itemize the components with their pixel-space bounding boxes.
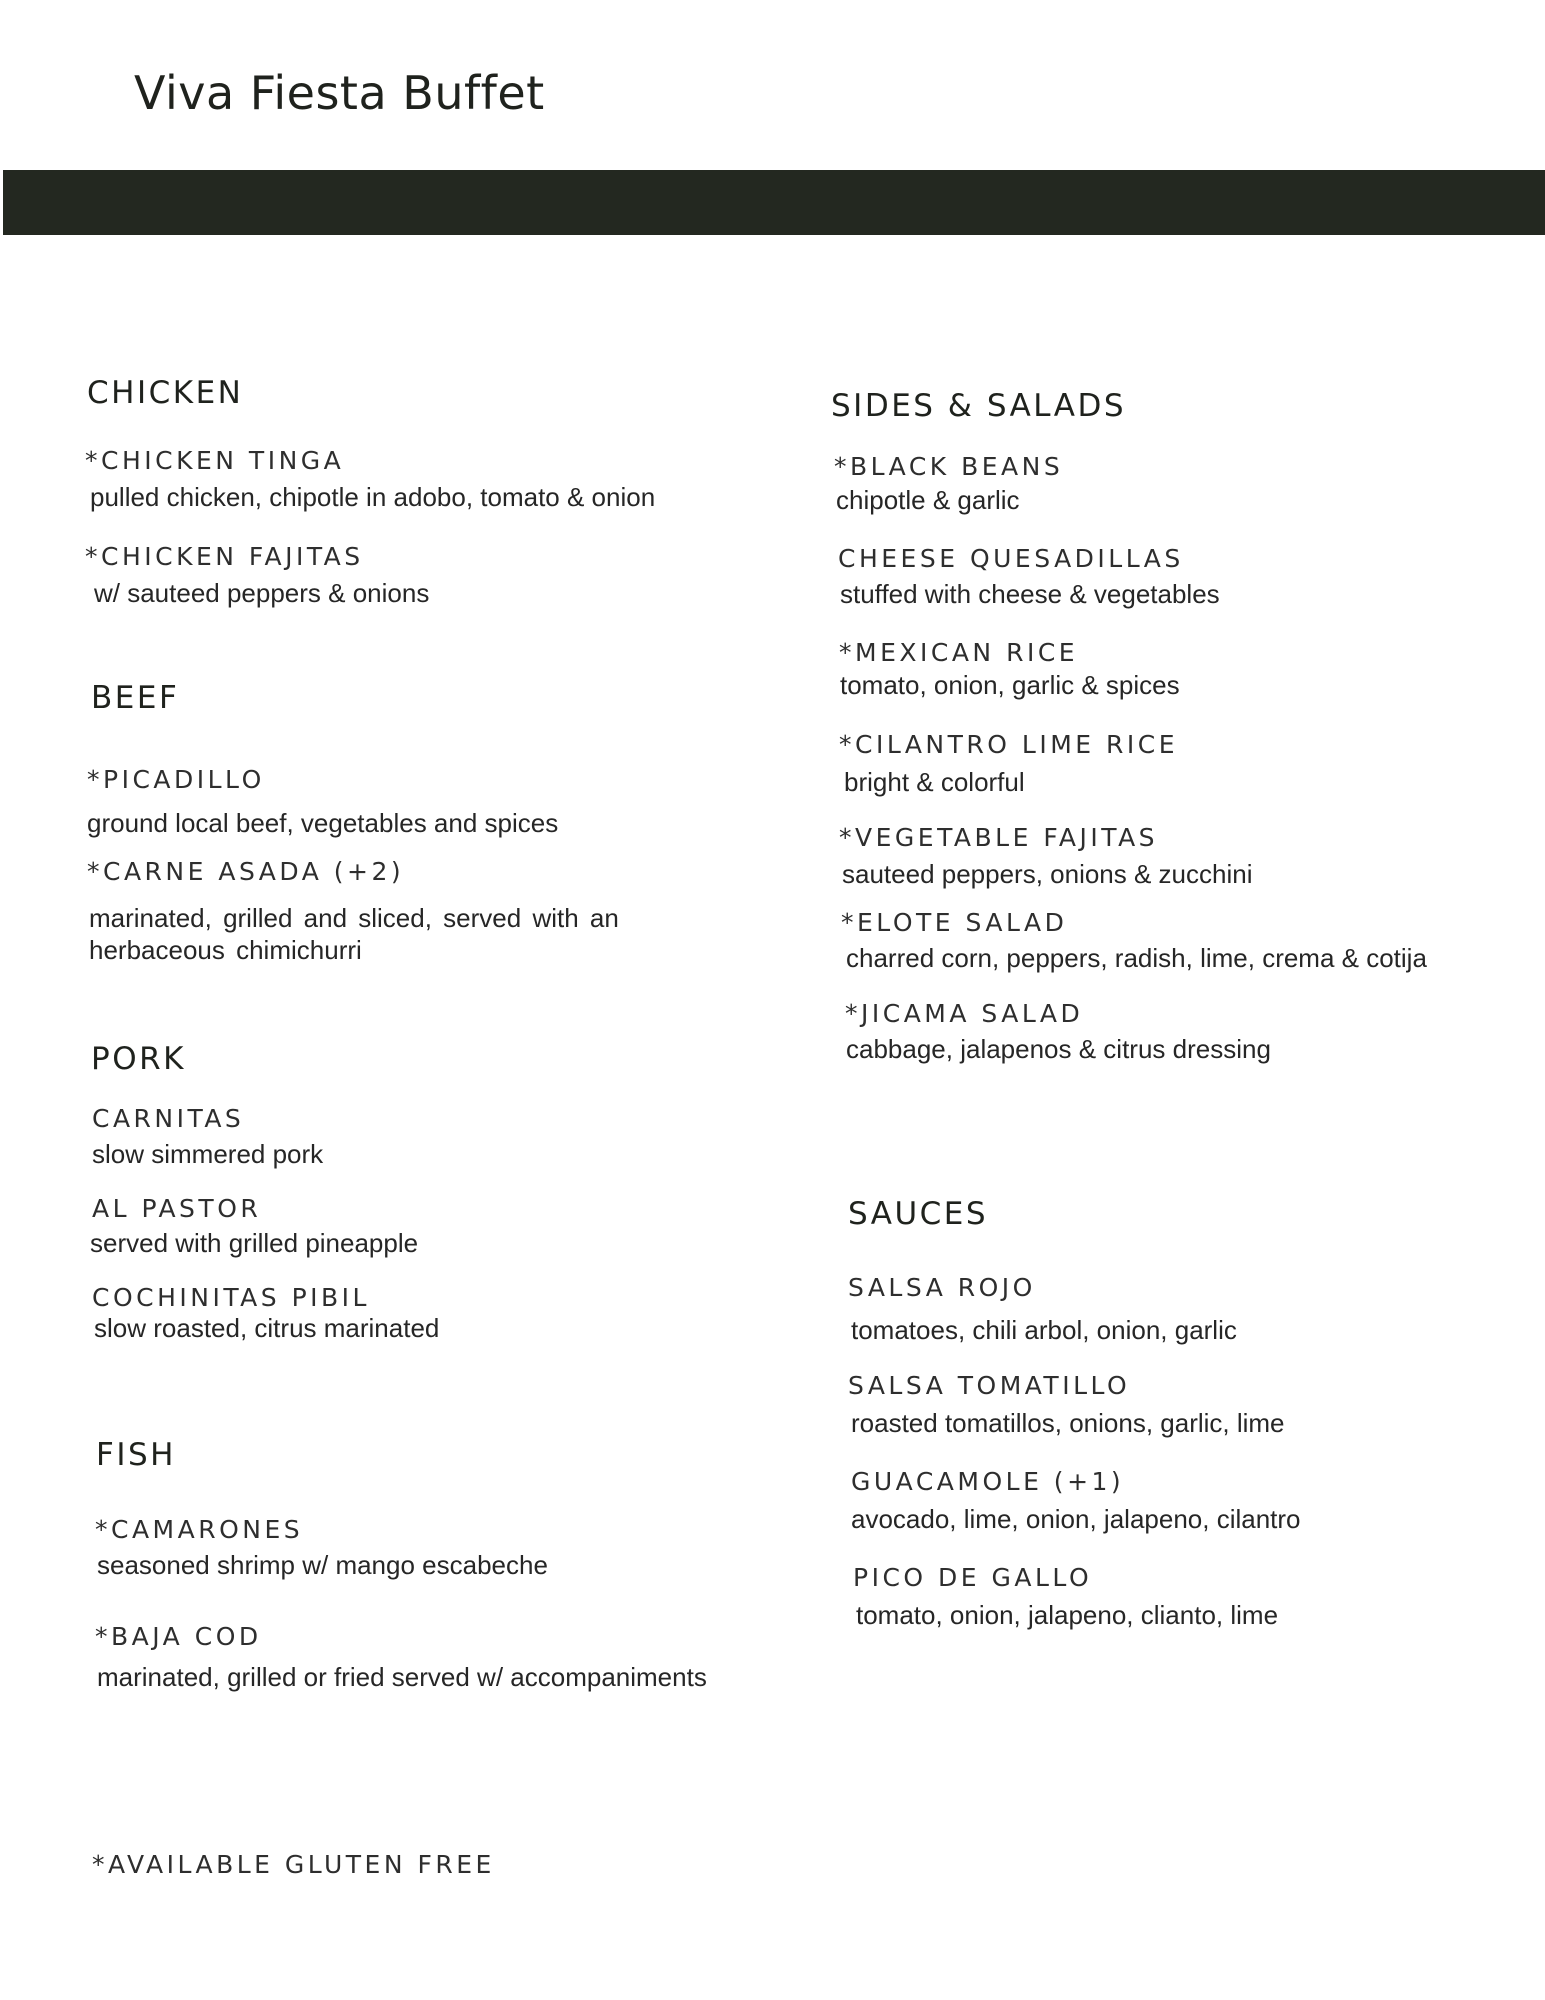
menu-item-desc: served with grilled pineapple (90, 1228, 419, 1258)
menu-item-desc: charred corn, peppers, radish, lime, crema & cotija (846, 943, 1427, 973)
menu-item-desc: tomato, onion, jalapeno, clianto, lime (856, 1600, 1279, 1630)
menu-item-name: *CILANTRO LIME RICE (839, 730, 1179, 759)
menu-item-desc: w/ sauteed peppers & onions (94, 578, 430, 608)
menu-item-name: *CHICKEN FAJITAS (85, 542, 364, 571)
menu-item-name: GUACAMOLE (+1) (851, 1467, 1125, 1496)
menu-item-desc: slow roasted, citrus marinated (94, 1313, 440, 1343)
menu-item-name: AL PASTOR (92, 1194, 262, 1223)
gluten-free-footnote: *AVAILABLE GLUTEN FREE (92, 1850, 495, 1879)
menu-item-desc: chipotle & garlic (836, 485, 1020, 515)
menu-item-name: *PICADILLO (87, 765, 265, 794)
menu-item-desc: bright & colorful (844, 767, 1025, 797)
menu-item-name: *MEXICAN RICE (839, 638, 1079, 667)
menu-item-name: *ELOTE SALAD (841, 908, 1068, 937)
menu-item-name: SALSA ROJO (848, 1273, 1036, 1302)
menu-item-desc: roasted tomatillos, onions, garlic, lime (851, 1408, 1285, 1438)
menu-item-desc: ground local beef, vegetables and spices (87, 808, 559, 838)
menu-item-name: CHEESE QUESADILLAS (838, 544, 1184, 573)
header-band (3, 170, 1545, 235)
menu-item-desc: marinated, grilled or fried served w/ accompaniments (97, 1662, 707, 1692)
menu-item-desc: cabbage, jalapenos & citrus dressing (846, 1034, 1271, 1064)
section-heading-pork: PORK (91, 1041, 186, 1077)
section-heading-beef: BEEF (91, 680, 180, 716)
menu-item-name: PICO DE GALLO (853, 1563, 1093, 1592)
section-heading-sides: SIDES & SALADS (831, 388, 1127, 424)
section-heading-chicken: CHICKEN (87, 375, 244, 411)
menu-item-desc: avocado, lime, onion, jalapeno, cilantro (851, 1504, 1301, 1534)
menu-item-name: SALSA TOMATILLO (848, 1371, 1131, 1400)
menu-item-desc: tomatoes, chili arbol, onion, garlic (851, 1315, 1237, 1345)
menu-item-name: CARNITAS (92, 1104, 245, 1133)
menu-item-desc: marinated, grilled and sliced, served with an herbaceous chimichurri (89, 903, 619, 965)
menu-item-desc: pulled chicken, chipotle in adobo, tomato & onion (90, 482, 656, 512)
menu-item-desc: sauteed peppers, onions & zucchini (842, 859, 1253, 889)
menu-item-name: *VEGETABLE FAJITAS (839, 823, 1159, 852)
menu-item-desc: slow simmered pork (92, 1139, 324, 1169)
menu-item-desc: stuffed with cheese & vegetables (840, 579, 1220, 609)
page-title: Viva Fiesta Buffet (134, 66, 545, 120)
menu-item-desc: seasoned shrimp w/ mango escabeche (97, 1550, 548, 1580)
menu-item-name: *JICAMA SALAD (845, 999, 1084, 1028)
section-heading-sauces: SAUCES (848, 1196, 989, 1232)
menu-item-name: *CARNE ASADA (+2) (87, 857, 405, 886)
menu-item-name: *BAJA COD (95, 1622, 262, 1651)
menu-item-desc: tomato, onion, garlic & spices (840, 670, 1180, 700)
menu-item-name: *BLACK BEANS (834, 452, 1064, 481)
section-heading-fish: FISH (96, 1437, 176, 1473)
menu-item-name: *CAMARONES (95, 1515, 304, 1544)
menu-item-name: *CHICKEN TINGA (85, 446, 345, 475)
menu-item-name: COCHINITAS PIBIL (92, 1283, 370, 1312)
